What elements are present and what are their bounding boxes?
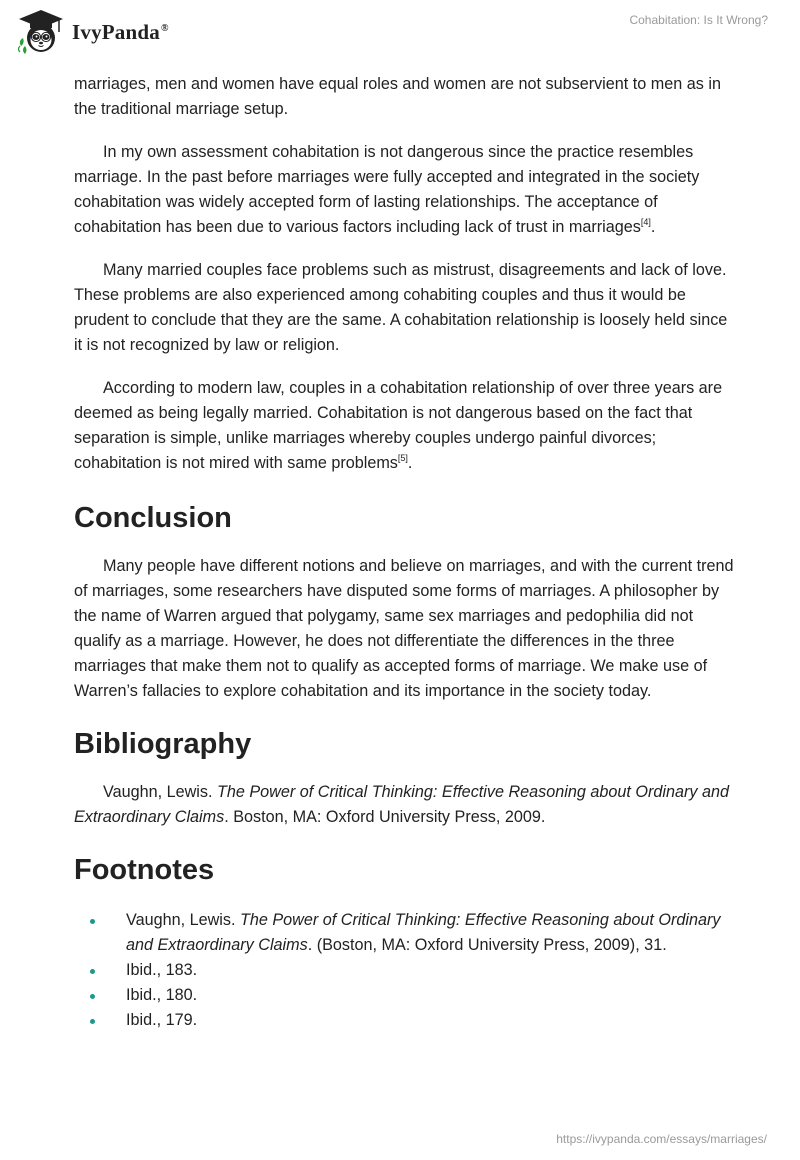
bibliography-entry: Vaughn, Lewis. The Power of Critical Thinking: Effective Reasoning about Ordinary and Extraordinary Claims. Boston, MA: Oxford University Press, 2009. [74,783,729,826]
conclusion-heading: Conclusion [74,502,232,534]
bibliography-book-title: The Power of Critical Thinking: Effective Reasoning about Ordinary and Extraordinary Claims [74,783,729,826]
footnote-item: Ibid., 183. [74,958,734,983]
footnotes-heading: Footnotes [74,854,215,886]
footnote-item: Ibid., 179. [74,1008,734,1033]
paragraph-problems: Many married couples face problems such as mistrust, disagreements and lack of love. These problems are also experienced among cohabiting couples and thus it would be prudent to conclude that they are the same. A cohabitation relationship is loosely held since it is not recognized by law or religion. [74,261,728,354]
brand-name: IvyPanda® [72,19,169,44]
paragraph-modern-law: According to modern law, couples in a cohabitation relationship of over three years are deemed as being legally married. Cohabitation is not dangerous based on the fact that separation is simple, unlike marriages whereby couples undergo painful divorces; cohabitation is not mired with same problems[5]. [74,379,723,472]
footnote-ref-5[interactable]: [5] [397,453,408,463]
bullet-icon [90,994,95,999]
footnotes-list [74,908,734,1033]
ivypanda-logo[interactable] [16,8,169,56]
footnote-item: Vaughn, Lewis. The Power of Critical Thinking: Effective Reasoning about Ordinary and Extraordinary Claims. (Boston, MA: Oxford University Press, 2009), 31. [74,908,734,958]
paragraph-continuation: marriages, men and women have equal roles and women are not subservient to men as in the traditional marriage setup. [74,75,721,118]
bullet-icon [90,1019,95,1024]
source-url[interactable]: https://ivypanda.com/essays/marriages/ [556,1132,767,1146]
footnote-ref-4[interactable]: [4] [640,217,651,227]
footnote-item: Ibid., 180. [74,983,734,1008]
conclusion-paragraph: Many people have different notions and believe on marriages, and with the current trend of marriages, some researchers have disputed some forms of marriages. A philosopher by the name of Warren argued that polygamy, same sex marriages and pedophilia did not qualify as a marriage. However, he does not differentiate the differences in the three marriages that make them not to qualify as accepted forms of marriage. We make use of Warren’s fallacies to explore cohabitation and its importance in the society today. [74,557,734,700]
article-body [74,72,734,1033]
paragraph-assessment: In my own assessment cohabitation is not dangerous since the practice resembles marriage. In the past before marriages were fully accepted and integrated in the society cohabitation was widely accepted form of lasting relationships. The acceptance of cohabitation has been due to various factors including lack of trust in marriages[4]. [74,143,700,236]
panda-graduate-icon [16,8,66,56]
document-title: Cohabitation: Is It Wrong? [629,13,768,27]
registered-mark: ® [160,22,169,34]
bullet-icon [90,919,95,924]
page-header [0,0,800,64]
bullet-icon [90,969,95,974]
bibliography-heading: Bibliography [74,728,252,760]
